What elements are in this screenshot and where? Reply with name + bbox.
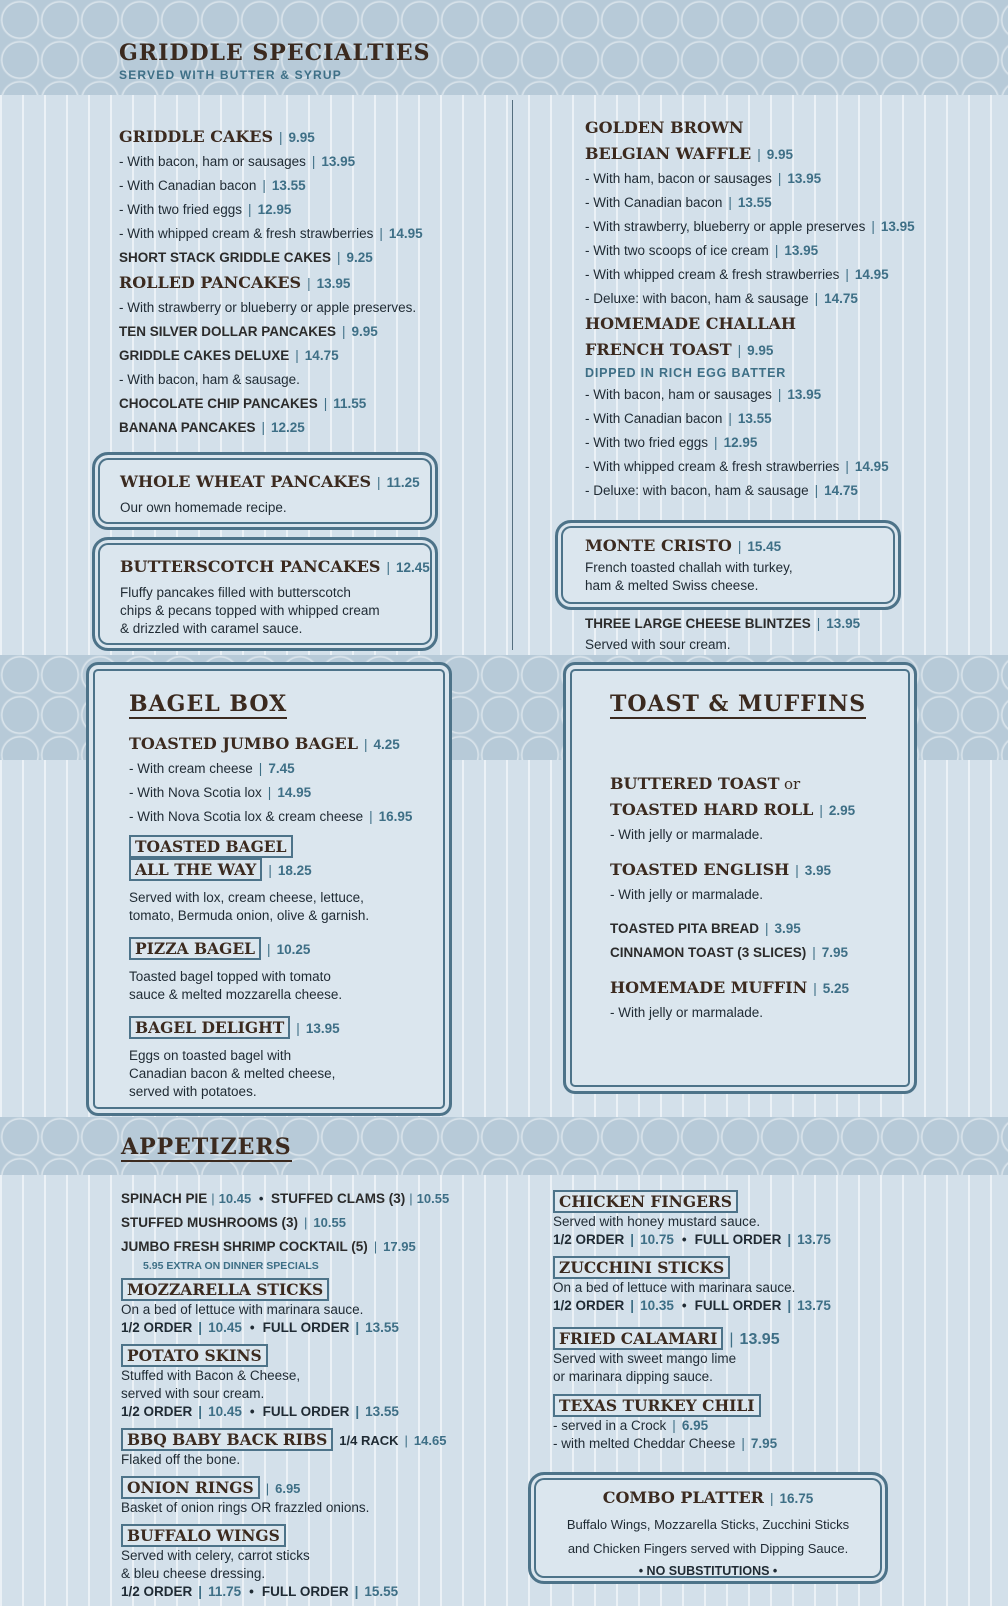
english-name: TOASTED ENGLISH — [610, 860, 790, 879]
item-desc: Served with sour cream. — [585, 637, 731, 652]
item-name: CHOCOLATE CHIP PANCAKES — [119, 396, 318, 411]
option-price: 14.75 — [824, 483, 858, 498]
mozz-name: MOZZARELLA STICKS — [121, 1278, 329, 1301]
challah-options — [585, 383, 985, 503]
challah-price: 9.95 — [747, 343, 774, 358]
english-desc: - With jelly or marmalade. — [610, 887, 764, 902]
item-price: 9.95 — [351, 324, 378, 339]
option-price: 16.95 — [378, 809, 413, 824]
pizza-name: PIZZA BAGEL — [129, 937, 261, 960]
clams-name: STUFFED CLAMS (3) — [271, 1191, 406, 1206]
allway-name-2: ALL THE WAY — [129, 858, 262, 881]
pizza-desc-2: sauce & melted mozzarella cheese. — [129, 987, 343, 1002]
waffle-option — [585, 287, 985, 311]
clams-price: 10.55 — [416, 1191, 450, 1206]
price-separator: | — [814, 483, 819, 498]
wings-half-price: 11.75 — [208, 1584, 242, 1599]
price-separator: | — [258, 761, 263, 776]
bagel-option — [129, 781, 439, 805]
mushrooms-name: STUFFED MUSHROOMS (3) — [121, 1215, 298, 1230]
price-separator: | — [777, 387, 782, 402]
fingers-full-price: 13.75 — [797, 1232, 831, 1247]
option-text: - With two fried eggs — [585, 435, 709, 450]
spinach-price: 10.45 — [218, 1191, 252, 1206]
delight-desc-3: served with potatoes. — [129, 1084, 257, 1099]
item-price: 13.95 — [316, 276, 351, 291]
price-separator: | — [337, 250, 341, 265]
wings-half: 1/2 ORDER — [121, 1584, 193, 1599]
price-separator: | — [777, 171, 782, 186]
item-price: 13.95 — [826, 616, 861, 631]
allway-price: 18.25 — [277, 863, 312, 878]
option-text: - With cream cheese — [129, 761, 253, 776]
jumbo-price: 4.25 — [373, 737, 400, 752]
skins-desc-1: Stuffed with Bacon & Cheese, — [121, 1368, 301, 1383]
item-price-wrap — [289, 348, 338, 363]
calamari-desc-2: or marinara dipping sauce. — [553, 1369, 713, 1384]
option-text: - With two scoops of ice cream — [585, 243, 769, 258]
combo-price: 16.75 — [779, 1491, 814, 1506]
item-name: WHOLE WHEAT PANCAKES — [120, 472, 372, 491]
item-price: 9.25 — [346, 250, 373, 265]
item-name: BANANA PANCAKES — [119, 420, 256, 435]
item-price-wrap — [318, 396, 367, 411]
price-separator: | — [262, 178, 266, 193]
zucchini-name: ZUCCHINI STICKS — [553, 1256, 730, 1279]
menu-item — [119, 320, 499, 344]
item-price: 15.45 — [747, 539, 782, 554]
buttered-name-2: TOASTED HARD ROLL — [610, 800, 814, 819]
spinach-name: SPINACH PIE — [121, 1191, 208, 1206]
waffle-option — [585, 167, 985, 191]
cinnamon-name: CINNAMON TOAST (3 SLICES) — [610, 945, 807, 960]
allway-desc-1: Served with lox, cream cheese, lettuce, — [129, 890, 364, 905]
item-name: MONTE CRISTO — [585, 536, 732, 555]
rings-price: 6.95 — [275, 1481, 301, 1496]
price-separator: | — [728, 411, 732, 426]
item-price-wrap — [273, 130, 315, 145]
item-desc: Our own homemade recipe. — [120, 500, 287, 515]
calamari-name: FRIED CALAMARI — [553, 1327, 723, 1350]
whole-wheat-box: WHOLE WHEAT PANCAKES | 11.25 Our own homemade recipe. — [92, 452, 438, 530]
wings-full-price: 15.55 — [364, 1584, 399, 1599]
option-text: - Deluxe: with bacon, ham & sausage — [585, 291, 809, 306]
ribs-rack: 1/4 RACK — [339, 1433, 399, 1448]
waffle-name-1: GOLDEN BROWN — [585, 118, 744, 137]
option-text: - With whipped cream & fresh strawberries — [585, 267, 840, 282]
section-title-griddle: GRIDDLE SPECIALTIES — [119, 40, 431, 66]
option-price: 13.95 — [880, 219, 915, 234]
price-separator: | — [774, 243, 779, 258]
english-price: 3.95 — [804, 863, 832, 878]
waffle-options — [585, 167, 985, 311]
option-text: - With Canadian bacon — [585, 411, 723, 426]
delight-price: 13.95 — [305, 1021, 340, 1036]
chili-price-1: 6.95 — [681, 1418, 709, 1433]
shrimp-price: 17.95 — [383, 1239, 416, 1254]
skins-half: 1/2 ORDER — [121, 1404, 193, 1419]
butterscotch-box: BUTTERSCOTCH PANCAKES | 12.45 Fluffy pancakes filled with butterscotch chips & pecans topped with whipped cream & drizzled with caramel sauce. — [92, 537, 438, 651]
price-separator: | — [323, 396, 328, 411]
chili-line-1: - served in a Crock — [553, 1418, 667, 1433]
item-name: SHORT STACK GRIDDLE CAKES — [119, 250, 332, 265]
appetizers-right-column: CHICKEN FINGERS Served with honey mustard sauce. 1/2 ORDER | 10.75 • FULL ORDER | 13.75 ZUCCHINI STICKS On a bed of lettuce with marinara sauce. 1/2 ORDER | 10.35 • FULL ORDER | 13.75 FRIED CALAMARI | 13.95 Served with sweet mango lime or marinara dipping sauce. TEXAS TURKEY CHILI - served in a Crock | 6.95 - with melted Cheddar Cheese | 7.95 — [553, 1190, 953, 1453]
item-price-wrap — [336, 324, 378, 339]
mozz-half-price: 10.45 — [208, 1320, 242, 1335]
shrimp-note: 5.95 EXTRA ON DINNER SPECIALS — [143, 1260, 319, 1272]
price-separator: | — [871, 219, 875, 234]
option-text: - With strawberry or blueberry or apple preserves. — [119, 300, 417, 315]
price-separator: | — [728, 195, 732, 210]
menu-option — [119, 296, 499, 320]
option-price: 14.95 — [854, 459, 889, 474]
mozz-full: FULL ORDER — [262, 1320, 350, 1335]
muffin-name: HOMEMADE MUFFIN — [610, 978, 808, 997]
mozz-full-price: 13.55 — [365, 1320, 399, 1335]
waffle-price: 9.95 — [766, 147, 794, 162]
item-name: ROLLED PANCAKES — [119, 273, 302, 292]
item-name: THREE LARGE CHEESE BLINTZES — [585, 616, 811, 631]
price-separator: | — [379, 226, 383, 241]
menu-item — [119, 124, 499, 150]
price-separator: | — [279, 130, 283, 145]
option-price: 13.95 — [784, 243, 819, 258]
wings-desc-1: Served with celery, carrot sticks — [121, 1548, 310, 1563]
allway-name-1: TOASTED BAGEL — [129, 835, 293, 858]
griddle-left-column — [119, 124, 499, 440]
price-separator: | — [295, 348, 299, 363]
rings-name: ONION RINGS — [121, 1476, 260, 1499]
allway-desc-2: tomato, Bermuda onion, olive & garnish. — [129, 908, 370, 923]
shrimp-name: JUMBO FRESH SHRIMP COCKTAIL (5) — [121, 1239, 368, 1254]
item-price: 14.75 — [304, 348, 339, 363]
price-separator: | — [714, 435, 718, 450]
skins-full: FULL ORDER — [262, 1404, 350, 1419]
option-price: 14.95 — [854, 267, 889, 282]
section-title-bagel: BAGEL BOX — [129, 691, 288, 717]
price-separator: | — [342, 324, 346, 339]
bagel-box-panel: BAGEL BOX TOASTED JUMBO BAGEL | 4.25 - With cream cheese | 7.45 - With Nova Scotia lox | 14.95 - With Nova Scotia lox & cream cheese | 16.95 TOASTED BAGEL ALL THE WAY | 18.25 Served with lox, cream cheese, lettuce, tomato, Bermuda onion, olive & garnish. PIZZA BAGEL | 10.25 Toasted bagel topped with tomato sauce & melted mozzarella cheese. BAGEL DELIGHT | 13.95 Eggs on toasted bagel with Canadian bacon & melted cheese, served with potatoes. — [86, 662, 452, 1116]
challah-option — [585, 407, 985, 431]
zucchini-desc: On a bed of lettuce with marinara sauce. — [553, 1280, 796, 1295]
challah-name-1: HOMEMADE CHALLAH — [585, 314, 797, 333]
item-name: BUTTERSCOTCH PANCAKES — [120, 557, 381, 576]
section-title-appetizers — [121, 1134, 292, 1162]
menu-item — [119, 416, 499, 440]
option-price: 12.95 — [723, 435, 758, 450]
toast-muffins-panel: TOAST & MUFFINS BUTTERED TOAST or TOASTED HARD ROLL | 2.95 - With jelly or marmalade. TOASTED ENGLISH | 3.95 - With jelly or marmalade. TOASTED PITA BREAD | 3.95 CINNAMON TOAST (3 SLICES) | 7.95 HOMEMADE MUFFIN | 5.25 - With jelly or marmalade. — [563, 662, 917, 1094]
section-subtitle-griddle: SERVED WITH BUTTER & SYRUP — [119, 68, 342, 82]
ribs-desc: Flaked off the bone. — [121, 1452, 241, 1467]
fingers-name: CHICKEN FINGERS — [553, 1190, 738, 1213]
chili-name: TEXAS TURKEY CHILI — [553, 1394, 761, 1417]
buttered-or: or — [784, 775, 801, 793]
cinnamon-price: 7.95 — [821, 945, 849, 960]
option-text: - With Nova Scotia lox & cream cheese — [129, 809, 364, 824]
item-price-wrap — [301, 276, 350, 291]
item-desc-3: & drizzled with caramel sauce. — [120, 621, 303, 636]
ribs-price: 14.65 — [413, 1433, 447, 1448]
challah-name-2: FRENCH TOAST — [585, 340, 732, 359]
option-price: 13.95 — [787, 387, 822, 402]
jumbo-name: TOASTED JUMBO BAGEL — [129, 734, 358, 753]
item-name: TEN SILVER DOLLAR PANCAKES — [119, 324, 337, 339]
wings-name: BUFFALO WINGS — [121, 1524, 286, 1547]
price-separator: | — [311, 154, 316, 169]
price-separator: | — [267, 785, 272, 800]
bagel-option — [129, 805, 439, 829]
mushrooms-price: 10.55 — [313, 1215, 346, 1230]
zucchini-half-price: 10.35 — [640, 1298, 674, 1313]
buttered-name-1: BUTTERED TOAST — [610, 774, 780, 793]
item-price-wrap — [256, 420, 305, 435]
griddle-right-column: GOLDEN BROWN BELGIAN WAFFLE | 9.95 - With ham, bacon or sausages | 13.95 - With Canadian bacon | 13.55 - With strawberry, blueberry or apple preserves | 13.95 - With two scoops of ice cream | 13.95 - With whipped cream & fresh strawberries | 14.95 - Deluxe: with bacon, ham & sausage | 14.75 HOMEMADE CHALLAH FRENCH TOAST | 9.95 DIPPED IN RICH EGG BATTER - With bacon, ham or sausages | 13.95 - With Canadian bacon | 13.55 - With two fried eggs | 12.95 - With whipped cream & fresh strawberries | 14.95 - Deluxe: with bacon, ham & sausage | 14.75 — [585, 115, 985, 503]
calamari-desc-1: Served with sweet mango lime — [553, 1351, 737, 1366]
item-price: 12.25 — [271, 420, 305, 435]
option-text: - With two fried eggs — [119, 202, 243, 217]
option-text: - With Canadian bacon — [585, 195, 723, 210]
price-separator: | — [845, 267, 849, 282]
skins-half-price: 10.45 — [208, 1404, 242, 1419]
ribs-name: BBQ BABY BACK RIBS — [121, 1428, 333, 1451]
price-separator: | — [261, 420, 266, 435]
item-price: 11.55 — [333, 396, 367, 411]
pita-price: 3.95 — [774, 921, 801, 936]
waffle-option — [585, 191, 985, 215]
price-separator: | — [845, 459, 849, 474]
menu-item — [119, 246, 499, 270]
delight-desc-1: Eggs on toasted bagel with — [129, 1048, 292, 1063]
menu-option — [119, 174, 499, 198]
option-text: - With whipped cream & fresh strawberries — [119, 226, 374, 241]
zucchini-full: FULL ORDER — [694, 1298, 782, 1313]
option-price: 13.95 — [787, 171, 822, 186]
waffle-option — [585, 263, 985, 287]
pizza-price: 10.25 — [276, 942, 311, 957]
rings-desc: Basket of onion rings OR frazzled onions. — [121, 1500, 370, 1515]
zucchini-half: 1/2 ORDER — [553, 1298, 625, 1313]
combo-desc-1: Buffalo Wings, Mozzarella Sticks, Zucchini Sticks — [566, 1517, 850, 1532]
buttered-desc: - With jelly or marmalade. — [610, 827, 764, 842]
challah-subtitle: DIPPED IN RICH EGG BATTER — [585, 366, 787, 380]
calamari-price: 13.95 — [739, 1331, 780, 1348]
combo-desc-2: and Chicken Fingers served with Dipping Sauce. — [567, 1541, 849, 1556]
option-price: 7.45 — [268, 761, 295, 776]
pita-name: TOASTED PITA BREAD — [610, 921, 760, 936]
menu-option — [119, 150, 499, 174]
mozz-half: 1/2 ORDER — [121, 1320, 193, 1335]
option-text: - With bacon, ham or sausages — [585, 387, 772, 402]
menu-item — [119, 392, 499, 416]
item-price: 9.95 — [288, 130, 315, 145]
buttered-price: 2.95 — [828, 803, 856, 818]
option-text: - With bacon, ham or sausages — [119, 154, 306, 169]
option-text: - With whipped cream & fresh strawberries — [585, 459, 840, 474]
muffin-price: 5.25 — [822, 981, 850, 996]
price-separator: | — [307, 276, 311, 291]
option-text: - With strawberry, blueberry or apple preserves — [585, 219, 866, 234]
appetizers-title-text: APPETIZERS — [121, 1134, 292, 1160]
item-name: GRIDDLE CAKES DELUXE — [119, 348, 290, 363]
option-price: 13.55 — [737, 195, 772, 210]
option-price: 13.95 — [321, 154, 356, 169]
option-price: 14.95 — [277, 785, 312, 800]
chili-price-2: 7.95 — [750, 1436, 778, 1451]
option-text: - With Nova Scotia lox — [129, 785, 262, 800]
option-text: - With bacon, ham & sausage. — [119, 372, 300, 387]
pizza-desc-1: Toasted bagel topped with tomato — [129, 969, 331, 984]
challah-option — [585, 455, 985, 479]
column-divider — [512, 100, 513, 650]
menu-item — [119, 344, 499, 368]
option-price: 13.55 — [271, 178, 306, 193]
appetizers-left-column: SPINACH PIE | 10.45 • STUFFED CLAMS (3) | 10.55 STUFFED MUSHROOMS (3) | 10.55 JUMBO FRESH SHRIMP COCKTAIL (5) | 17.95 5.95 EXTRA ON DINNER SPECIALS MOZZARELLA STICKS On a bed of lettuce with marinara sauce. 1/2 ORDER | 10.45 • FULL ORDER | 13.55 POTATO SKINS Stuffed with Bacon & Cheese, served with sour cream. 1/2 ORDER | 10.45 • FULL ORDER | 13.55 BBQ BABY BACK RIBS 1/4 RACK | 14.65 Flaked off the bone. ONION RINGS | 6.95 Basket of onion rings OR frazzled onions. BUFFALO WINGS Served with celery, carrot sticks & bleu cheese dressing. 1/2 ORDER | 11.75 • FULL ORDER | 15.55 — [121, 1187, 501, 1601]
delight-desc-2: Canadian bacon & melted cheese, — [129, 1066, 336, 1081]
option-text: - Deluxe: with bacon, ham & sausage — [585, 483, 809, 498]
zucchini-full-price: 13.75 — [797, 1298, 831, 1313]
challah-option — [585, 383, 985, 407]
option-text: - With Canadian bacon — [119, 178, 257, 193]
skins-full-price: 13.55 — [365, 1404, 399, 1419]
delight-name: BAGEL DELIGHT — [129, 1016, 290, 1039]
item-desc-2: chips & pecans topped with whipped cream — [120, 603, 380, 618]
fingers-half: 1/2 ORDER — [553, 1232, 625, 1247]
section-title-toast: TOAST & MUFFINS — [610, 691, 867, 717]
item-price: 12.45 — [396, 560, 430, 575]
mozz-desc: On a bed of lettuce with marinara sauce. — [121, 1302, 364, 1317]
item-desc-1: Fluffy pancakes filled with butterscotch — [120, 585, 351, 600]
menu-option — [119, 222, 499, 246]
combo-name: COMBO PLATTER — [602, 1488, 764, 1507]
price-separator: | — [814, 291, 819, 306]
challah-option — [585, 479, 985, 503]
skins-desc-2: served with sour cream. — [121, 1386, 265, 1401]
bagel-options — [129, 757, 439, 829]
muffin-desc: - With jelly or marmalade. — [610, 1005, 764, 1020]
waffle-option — [585, 215, 985, 239]
item-name: GRIDDLE CAKES — [119, 127, 274, 146]
item-price-wrap — [331, 250, 373, 265]
wings-desc-2: & bleu cheese dressing. — [121, 1566, 266, 1581]
fingers-full: FULL ORDER — [694, 1232, 782, 1247]
price-separator: | — [248, 202, 252, 217]
skins-name: POTATO SKINS — [121, 1344, 268, 1367]
option-price: 13.55 — [737, 411, 772, 426]
monte-cristo-box: MONTE CRISTO | 15.45 French toasted challah with turkey, ham & melted Swiss cheese. — [555, 520, 901, 610]
wings-full: FULL ORDER — [261, 1584, 349, 1599]
item-price: 11.25 — [386, 475, 420, 490]
fingers-half-price: 10.75 — [640, 1232, 674, 1247]
menu-option — [119, 368, 499, 392]
blintzes-item: THREE LARGE CHEESE BLINTZES | 13.95 Served with sour cream. — [585, 616, 861, 652]
item-desc-2: ham & melted Swiss cheese. — [585, 578, 759, 593]
price-separator: | — [369, 809, 373, 824]
option-price: 12.95 — [257, 202, 292, 217]
option-price: 14.95 — [388, 226, 423, 241]
bagel-option — [129, 757, 439, 781]
fingers-desc: Served with honey mustard sauce. — [553, 1214, 761, 1229]
chili-line-2: - with melted Cheddar Cheese — [553, 1436, 736, 1451]
combo-note: • NO SUBSTITUTIONS • — [638, 1564, 778, 1578]
menu-item — [119, 270, 499, 296]
waffle-name-2: BELGIAN WAFFLE — [585, 144, 752, 163]
combo-platter-box: COMBO PLATTER | 16.75 Buffalo Wings, Mozzarella Sticks, Zucchini Sticks and Chicken Fingers served with Dipping Sauce. • NO SUBSTITUTIONS • — [528, 1472, 888, 1584]
option-price: 14.75 — [824, 291, 858, 306]
option-text: - With ham, bacon or sausages — [585, 171, 772, 186]
waffle-option — [585, 239, 985, 263]
challah-option — [585, 431, 985, 455]
item-desc-1: French toasted challah with turkey, — [585, 560, 793, 575]
menu-option — [119, 198, 499, 222]
